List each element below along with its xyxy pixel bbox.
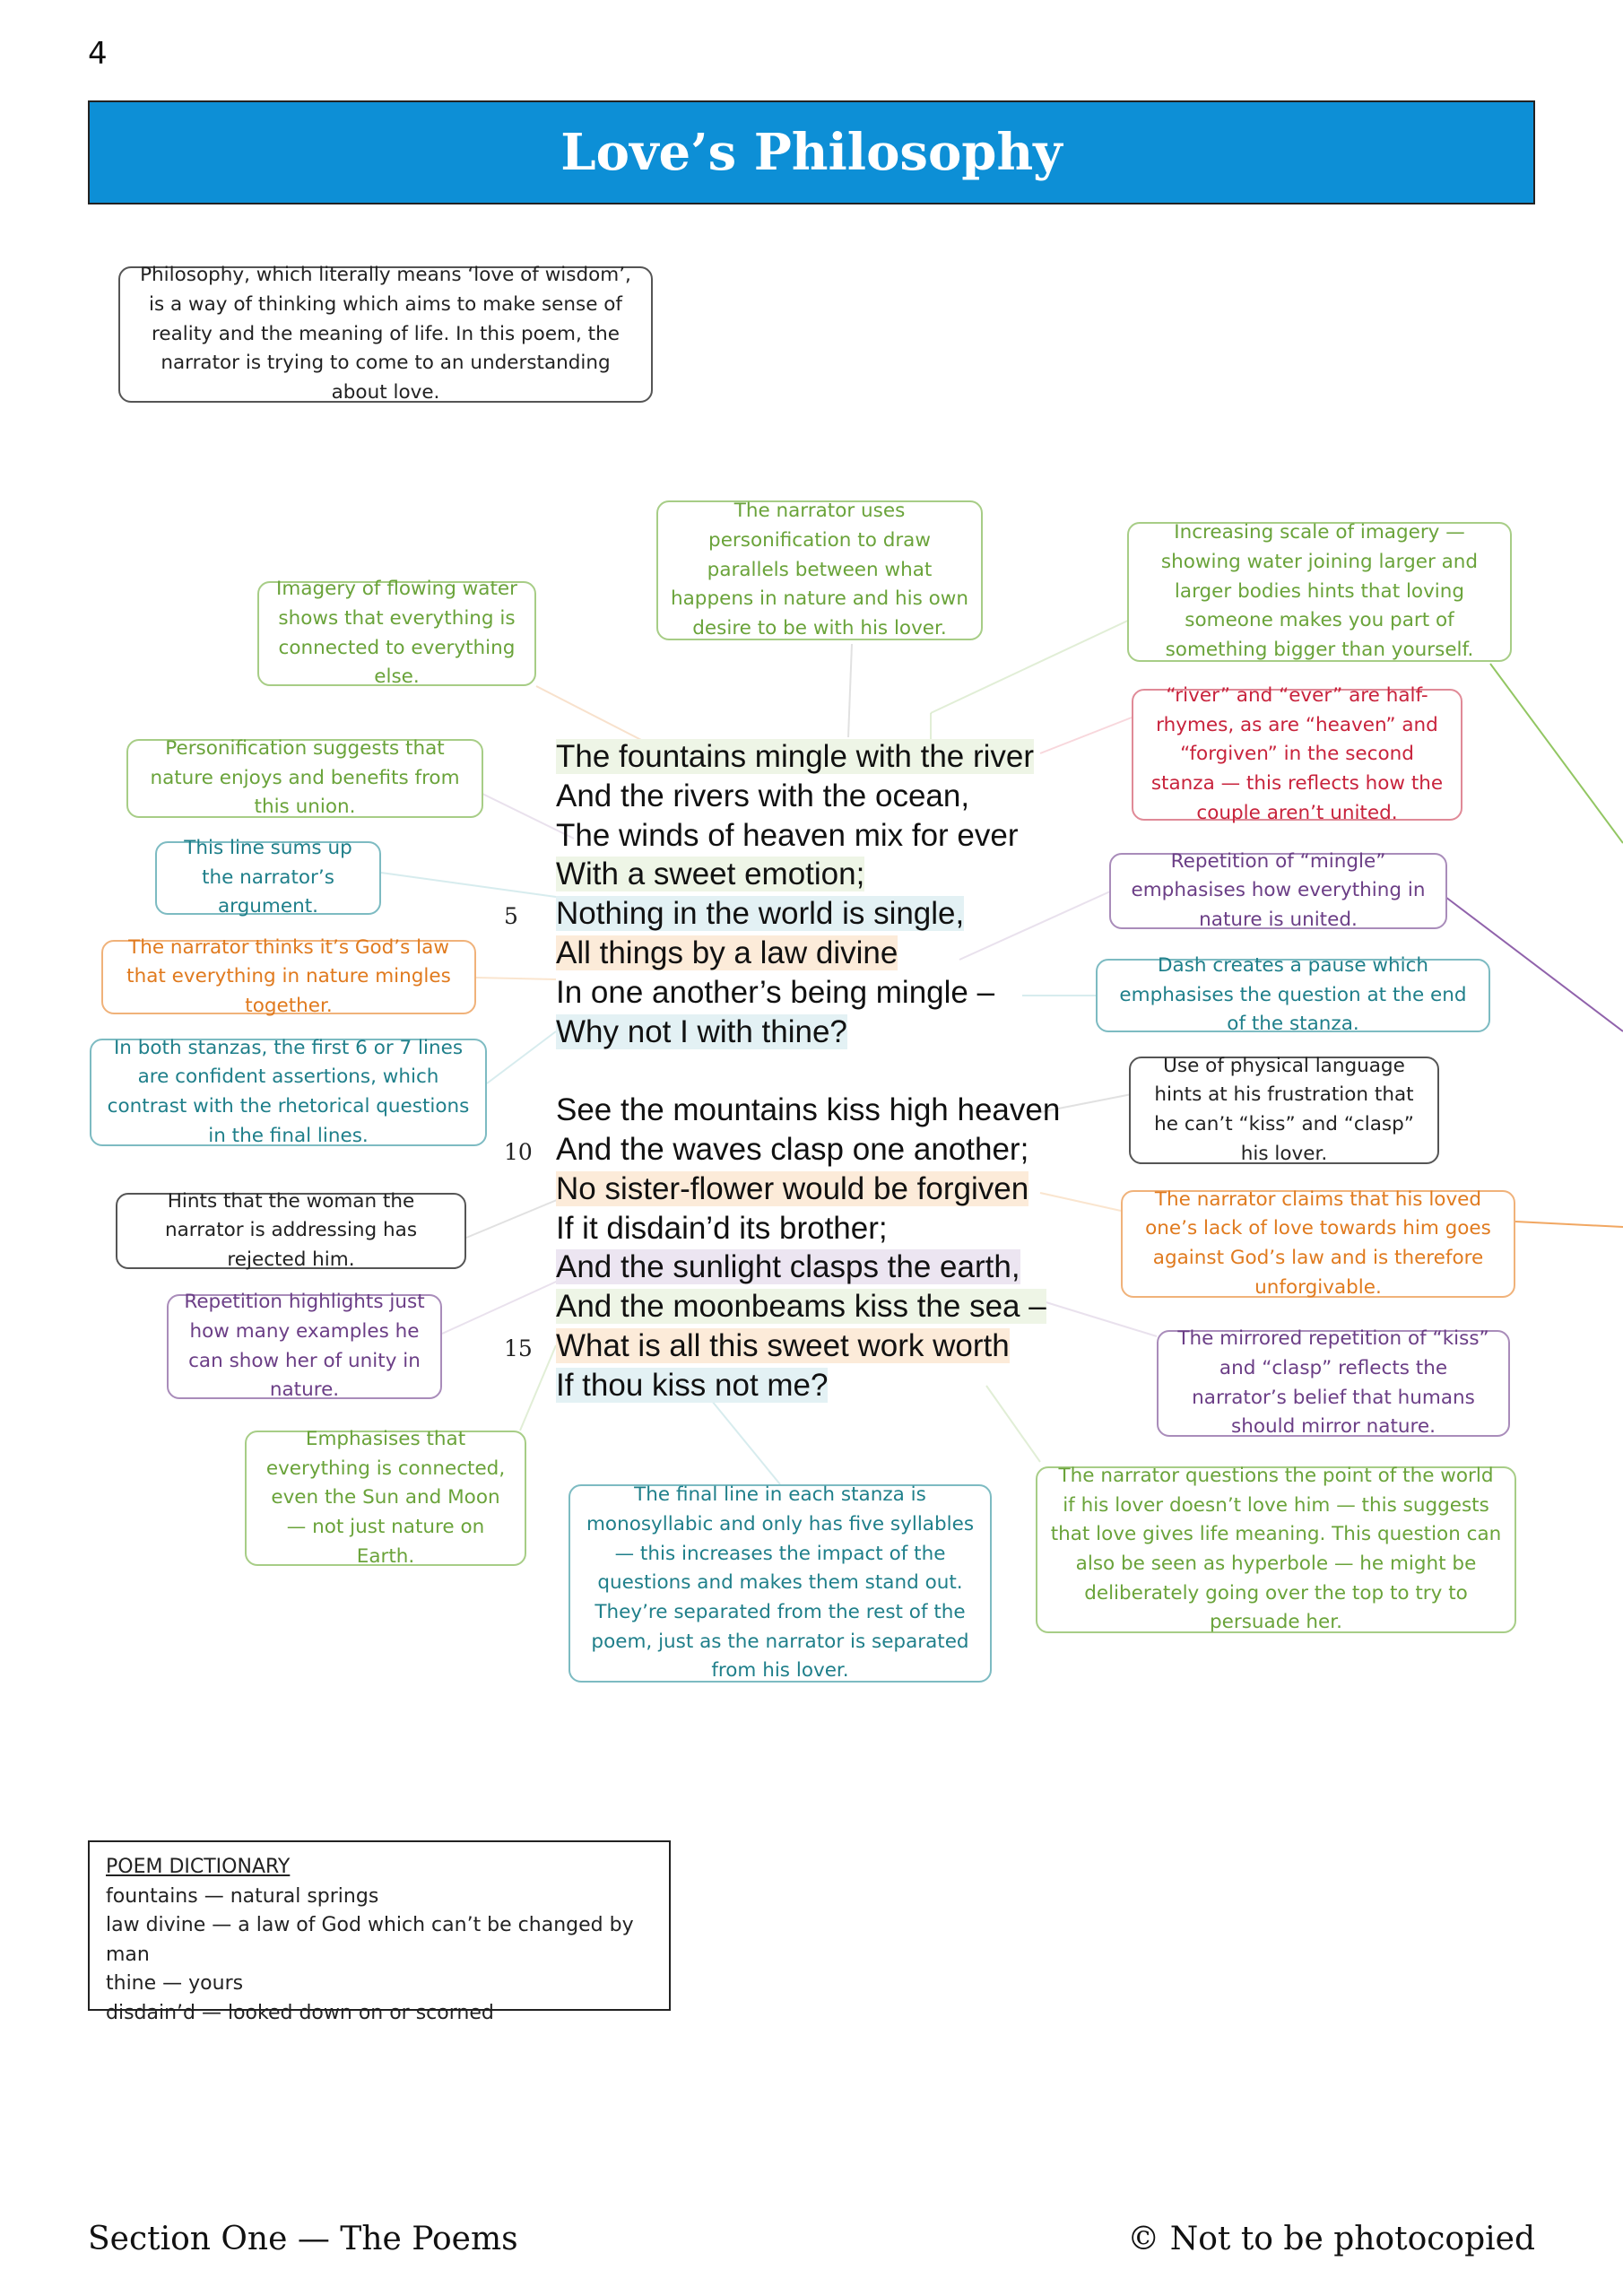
note-text: Dash creates a pause which emphasises the question at the end of the stanza. [1119,954,1467,1036]
note-text: Imagery of flowing water shows that everything is connected to everything else. [276,578,517,689]
dictionary-entry: fountains — natural springs [106,1884,379,1908]
poem-line: What is all this sweet work worth [556,1327,1010,1363]
note-increasing-scale [1127,522,1512,662]
note-mirrored-repetition [1157,1327,1510,1439]
poem-line: If thou kiss not me? [556,1367,829,1403]
note-text: Use of physical language hints at his frustration that he can’t “kiss” and “clasp” his lover. [1154,1054,1414,1165]
note-rejected [116,1189,466,1271]
line-number-15: 15 [504,1335,533,1361]
note-physical-language [1129,1054,1439,1165]
note-text: The narrator thinks it’s God’s law that everything in nature mingles together. [126,935,451,1017]
poem-line: And the sunlight clasps the earth, [556,1249,1020,1285]
poem-line: All things by a law divine [556,935,898,970]
footer-section: Section One — The Poems [88,2221,518,2257]
note-text: Increasing scale of imagery — showing water joining larger and larger bodies hints that loving someone makes you part of something bigger than yourself. [1160,521,1479,662]
note-nature-enjoys [126,739,483,818]
title-banner [88,100,1535,204]
dictionary-entry: law divine — a law of God which can’t be changed by man [106,1914,634,1966]
poem-line: And the moonbeams kiss the sea – [556,1289,1046,1325]
note-text: Hints that the woman the narrator is addressing has rejected him. [164,1189,418,1271]
note-both-stanzas [90,1036,487,1147]
note-repetition-mingle [1109,849,1447,931]
line-number-10: 10 [504,1139,533,1165]
note-text: Personification suggests that nature enjoys and benefits from this union. [150,737,460,819]
note-sun-moon [245,1427,526,1568]
poem-line: And the waves clasp one another; [556,1131,1029,1167]
line-number-5: 5 [504,903,518,929]
dictionary-entry: thine — yours [106,1972,244,1995]
note-text: This line sums up the narrator’s argument. [184,837,352,918]
note-dash-pause [1096,954,1490,1036]
note-half-rhymes [1132,683,1462,824]
note-final-line [568,1484,992,1683]
page-title: Love’s Philosophy [560,123,1063,182]
note-text: The mirrored repetition of “kiss” and “clasp” reflects the narrator’s belief that humans should mirror nature. [1177,1327,1489,1439]
note-text: The narrator uses personification to draw parallels between what happens in nature and his own desire to be with his lover. [671,500,968,640]
note-lack-of-love [1121,1187,1515,1299]
poem-line: The fountains mingle with the river [556,739,1035,774]
stanza-break [556,1051,1130,1091]
poem-line: And the rivers with the ocean, [556,778,970,813]
page-number: 4 [88,36,108,72]
poem-line: In one another’s being mingle – [556,974,995,1010]
note-text: Repetition highlights just how many examples he can show her of unity in nature. [184,1291,425,1402]
note-sums-up [155,837,381,918]
poem-line: Why not I with thine? [556,1013,847,1049]
intro-note-text: Philosophy, which literally means ‘love of wisdom’, is a way of thinking which aims to make sense of reality and the meaning of life. In this poem, the narrator is trying to come to an understanding about love. [140,264,631,404]
dictionary-title: POEM DICTIONARY [106,1856,291,1878]
note-text: “river” and “ever” are half-rhymes, as are “heaven” and “forgiven” in the second stanza — this reflects how the couple aren’t united. [1150,683,1444,824]
poem-dictionary [88,1840,671,2024]
note-text: The narrator claims that his loved one’s lack of love towards him goes against God’s law and is therefore unforgivable. [1145,1187,1491,1299]
poem-line: See the mountains kiss high heaven [556,1092,1061,1128]
note-text: The final line in each stanza is monosyllabic and only has five syllables — this increases the impact of the questions and makes them stand out. They’re separated from the rest of the poem, just as the narrator is separated from his lover. [586,1483,975,1683]
poem [556,737,1130,1405]
note-text: Emphasises that everything is connected, even the Sun and Moon — not just nature on Earth. [265,1427,506,1568]
note-text: In both stanzas, the first 6 or 7 lines are confident assertions, which contrast with the rhetorical questions in the final lines. [107,1036,470,1147]
intro-note [118,266,653,403]
note-questions-point [1036,1466,1516,1633]
footer-copyright: © Not to be photocopied [1127,2221,1535,2257]
note-repetition-unity [167,1291,442,1402]
poem-line: No sister-flower would be forgiven [556,1170,1029,1206]
poem-line: If it disdain’d its brother; [556,1210,888,1246]
poem-line: The winds of heaven mix for ever [556,817,1019,853]
note-gods-law [101,935,476,1017]
dictionary-entry: disdain’d — looked down on or scorned [106,2001,494,2024]
note-text: Repetition of “mingle” emphasises how everything in nature is united. [1131,849,1426,931]
note-text: The narrator questions the point of the world if his lover doesn’t love him — this suggests that love gives life meaning. This question can also be seen as hyperbole — he might be deliberately going over the top to try to persuade her. [1050,1464,1502,1634]
note-personification-parallels [656,500,983,640]
note-flowing-water [257,578,536,689]
poem-line: With a sweet emotion; [556,857,865,892]
poem-line: Nothing in the world is single, [556,896,965,932]
